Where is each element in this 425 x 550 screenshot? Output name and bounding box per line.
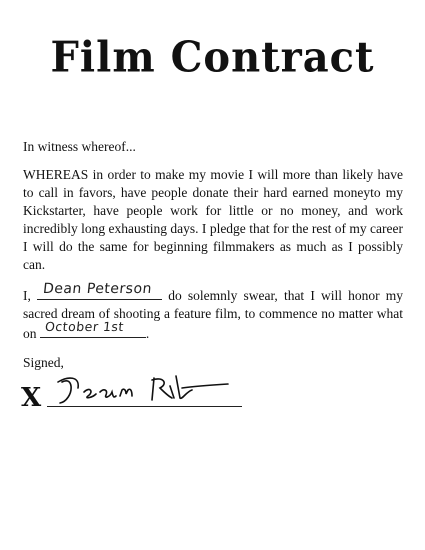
signed-label: Signed, xyxy=(23,355,64,370)
whereas-paragraph: WHEREAS in order to make my movie I will more than likely have to call in favors, have people donate their hard earned moneyto my Kickstarter, have people work for little or no money, and work incredibly long exhausting days. I pledge that for the rest of my career I will do the same for beginning filmmakers as much as I possibly can. xyxy=(23,167,403,272)
oath-paragraph xyxy=(23,281,404,343)
handwritten-name: Dean Peterson xyxy=(42,281,153,297)
handwritten-signature xyxy=(56,370,236,410)
handwritten-date: October 1st xyxy=(44,319,125,334)
signature-x-mark: X xyxy=(21,383,42,413)
oath-end: . xyxy=(145,326,150,341)
witness-line: In witness whereof... xyxy=(23,139,136,154)
oath-middle: do solemnly swear, that I will honor my sacred dream of shooting a feature film, to commence no matter what on xyxy=(23,288,404,341)
date-blank xyxy=(40,319,146,338)
oath-prefix: I, xyxy=(23,288,31,303)
page-title: Film Contract xyxy=(50,32,375,83)
name-blank xyxy=(37,281,162,300)
